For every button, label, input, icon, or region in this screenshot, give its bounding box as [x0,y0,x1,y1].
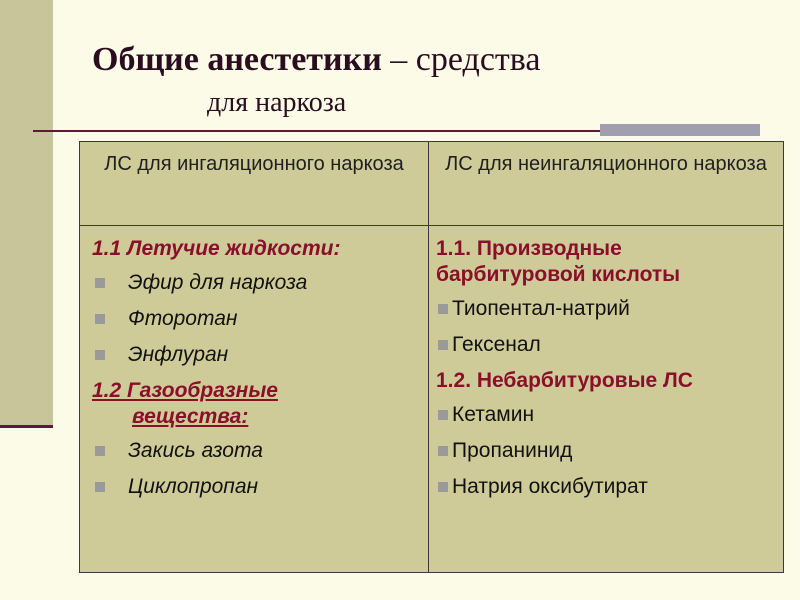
bullet-icon [438,482,448,492]
section-non-barbiturates: 1.2. Небарбитуровые ЛС [436,369,693,392]
title-rule-accent [600,124,760,136]
title-line2: для наркоза [207,87,347,118]
list-item: Натрия оксибутират [436,474,775,500]
sidebar-underline [0,425,53,428]
section-gaseous: 1.2 Газообразные вещества: [92,379,278,428]
drug-table [79,141,784,573]
title-rest: – средства [381,41,541,78]
list-item: Гексенал [436,332,775,358]
sidebar-band [0,0,53,426]
header-inhalation: ЛС для ингаляционного наркоза [80,142,429,226]
list-item: Тиопентал-натрий [436,296,775,322]
non-inhalation-cell [429,226,784,573]
bullet-icon [95,278,105,288]
list-item: Пропанинид [436,438,775,464]
bullet-icon [95,350,105,360]
list-item: Циклопропан [92,474,418,500]
bullet-icon [438,446,448,456]
bullet-icon [95,314,105,324]
section-barbiturates: 1.1. Производные барбитуровой кислоты [436,237,681,286]
list-item: Фторотан [92,306,418,332]
bullet-icon [438,340,448,350]
list-item: Закись азота [92,438,418,464]
title-bold: Общие анестетики [92,41,382,78]
list-item: Энфлуран [92,342,418,368]
bullet-icon [438,410,448,420]
inhalation-cell [80,226,429,573]
bullet-icon [95,482,105,492]
header-non-inhalation: ЛС для неингаляционного наркоза [429,142,784,226]
list-item: Кетамин [436,402,775,428]
bullet-icon [95,446,105,456]
slide-title [92,38,732,122]
section-volatile-liquids: 1.1 Летучие жидкости: [92,237,341,260]
list-item: Эфир для наркоза [92,270,418,296]
bullet-icon [438,304,448,314]
